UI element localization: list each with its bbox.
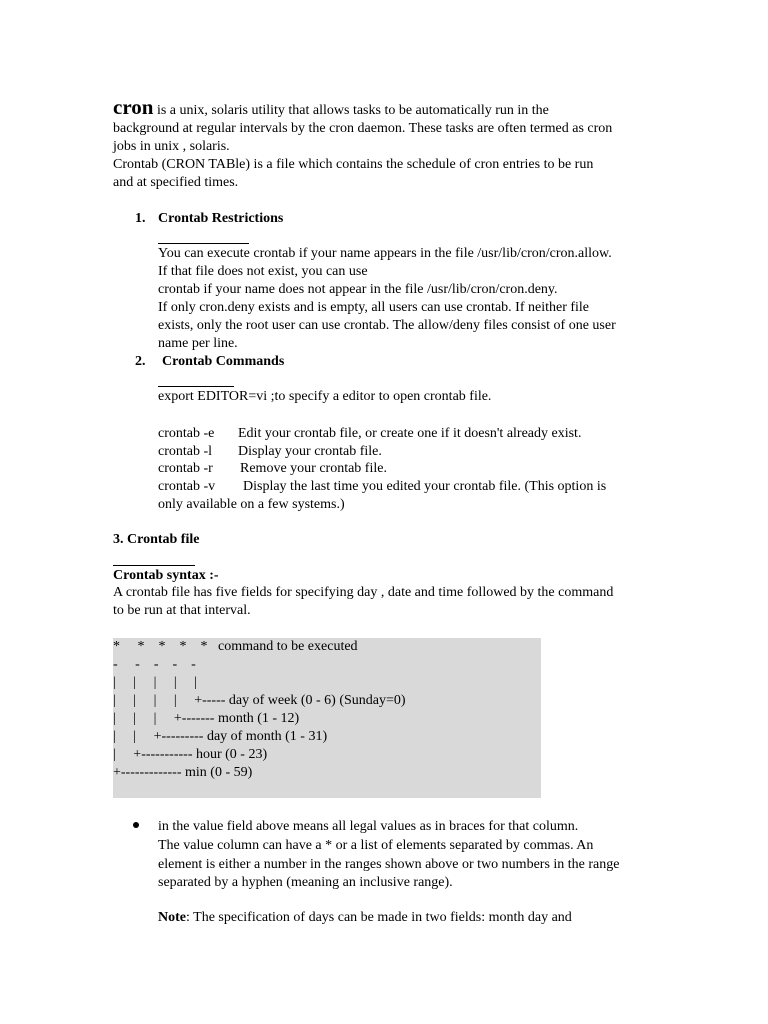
section1-line-3: crontab if your name does not appear in the file /usr/lib/cron/cron.deny. [158,282,558,297]
section1-line-2: If that file does not exist, you can use [158,264,368,279]
command-continuation: only available on a few systems.) [158,497,345,512]
command-desc: Edit your crontab file, or create one if it doesn't already exist. [238,426,582,441]
syntax-desc-line-1: A crontab file has five fields for specifying day , date and time followed by the command [113,585,614,600]
section1-line-6: name per line. [158,336,238,351]
code-line: | +----------- hour (0 - 23) [113,747,268,762]
command-name: crontab -e [158,426,215,441]
code-line: +------------- min (0 - 59) [113,765,253,780]
section1-number: 1. [135,211,146,226]
note-line [158,909,572,927]
section2-heading: Crontab Commands [162,354,285,369]
intro-line-4: Crontab (CRON TABle) is a file which contains the schedule of cron entries to be run [113,157,594,172]
code-line: * * * * * command to be executed [113,639,358,654]
export-line: export EDITOR=vi ;to specify a editor to open crontab file. [158,389,492,404]
code-line: | | | | +----- day of week (0 - 6) (Sunday=0) [113,693,406,708]
crontab-syntax-box [113,638,541,798]
section1-rule [158,243,249,244]
intro-line-1 [113,95,549,120]
section1-line-1: You can execute crontab if your name appears in the file /usr/lib/cron/cron.allow. [158,246,612,261]
intro-line-1-text: is a unix, solaris utility that allows tasks to be automatically run in the [153,103,549,118]
code-line: - - - - - [113,657,196,672]
command-desc: Display the last time you edited your crontab file. (This option is [243,479,607,494]
section3-heading: 3. Crontab file [113,532,200,547]
command-name: crontab -l [158,444,213,459]
code-line: | | | | | [113,675,198,690]
bullet-icon [133,822,139,828]
command-desc: Display your crontab file. [238,444,382,459]
section2-number: 2. [135,354,146,369]
command-name: crontab -r [158,461,213,476]
code-line: | | | +------- month (1 - 12) [113,711,300,726]
command-desc: Remove your crontab file. [240,461,387,476]
section1-line-5: exists, only the root user can use crontab. The allow/deny files consist of one user [158,318,616,333]
bullet-line-2: The value column can have a * or a list of elements separated by commas. An [158,838,594,853]
section3-rule [113,565,195,566]
syntax-desc-line-2: to be run at that interval. [113,603,251,618]
intro-line-5: and at specified times. [113,175,239,190]
intro-line-3: jobs in unix , solaris. [113,139,230,154]
code-line: | | +--------- day of month (1 - 31) [113,729,328,744]
intro-line-2: background at regular intervals by the cron daemon. These tasks are often termed as cron [113,121,613,136]
note-label: Note [158,910,186,925]
cron-term: cron [113,95,154,119]
note-text: : The specification of days can be made in two fields: month day and [186,910,572,925]
command-name: crontab -v [158,479,216,494]
syntax-heading: Crontab syntax :- [113,568,219,583]
bullet-line-4: separated by a hyphen (meaning an inclusive range). [158,875,453,890]
section1-line-4: If only cron.deny exists and is empty, all users can use crontab. If neither file [158,300,590,315]
section1-heading: Crontab Restrictions [158,211,284,226]
bullet-line-1: in the value field above means all legal values as in braces for that column. [158,819,579,834]
bullet-line-3: element is either a number in the ranges shown above or two numbers in the range [158,857,620,872]
section2-rule [158,386,234,387]
